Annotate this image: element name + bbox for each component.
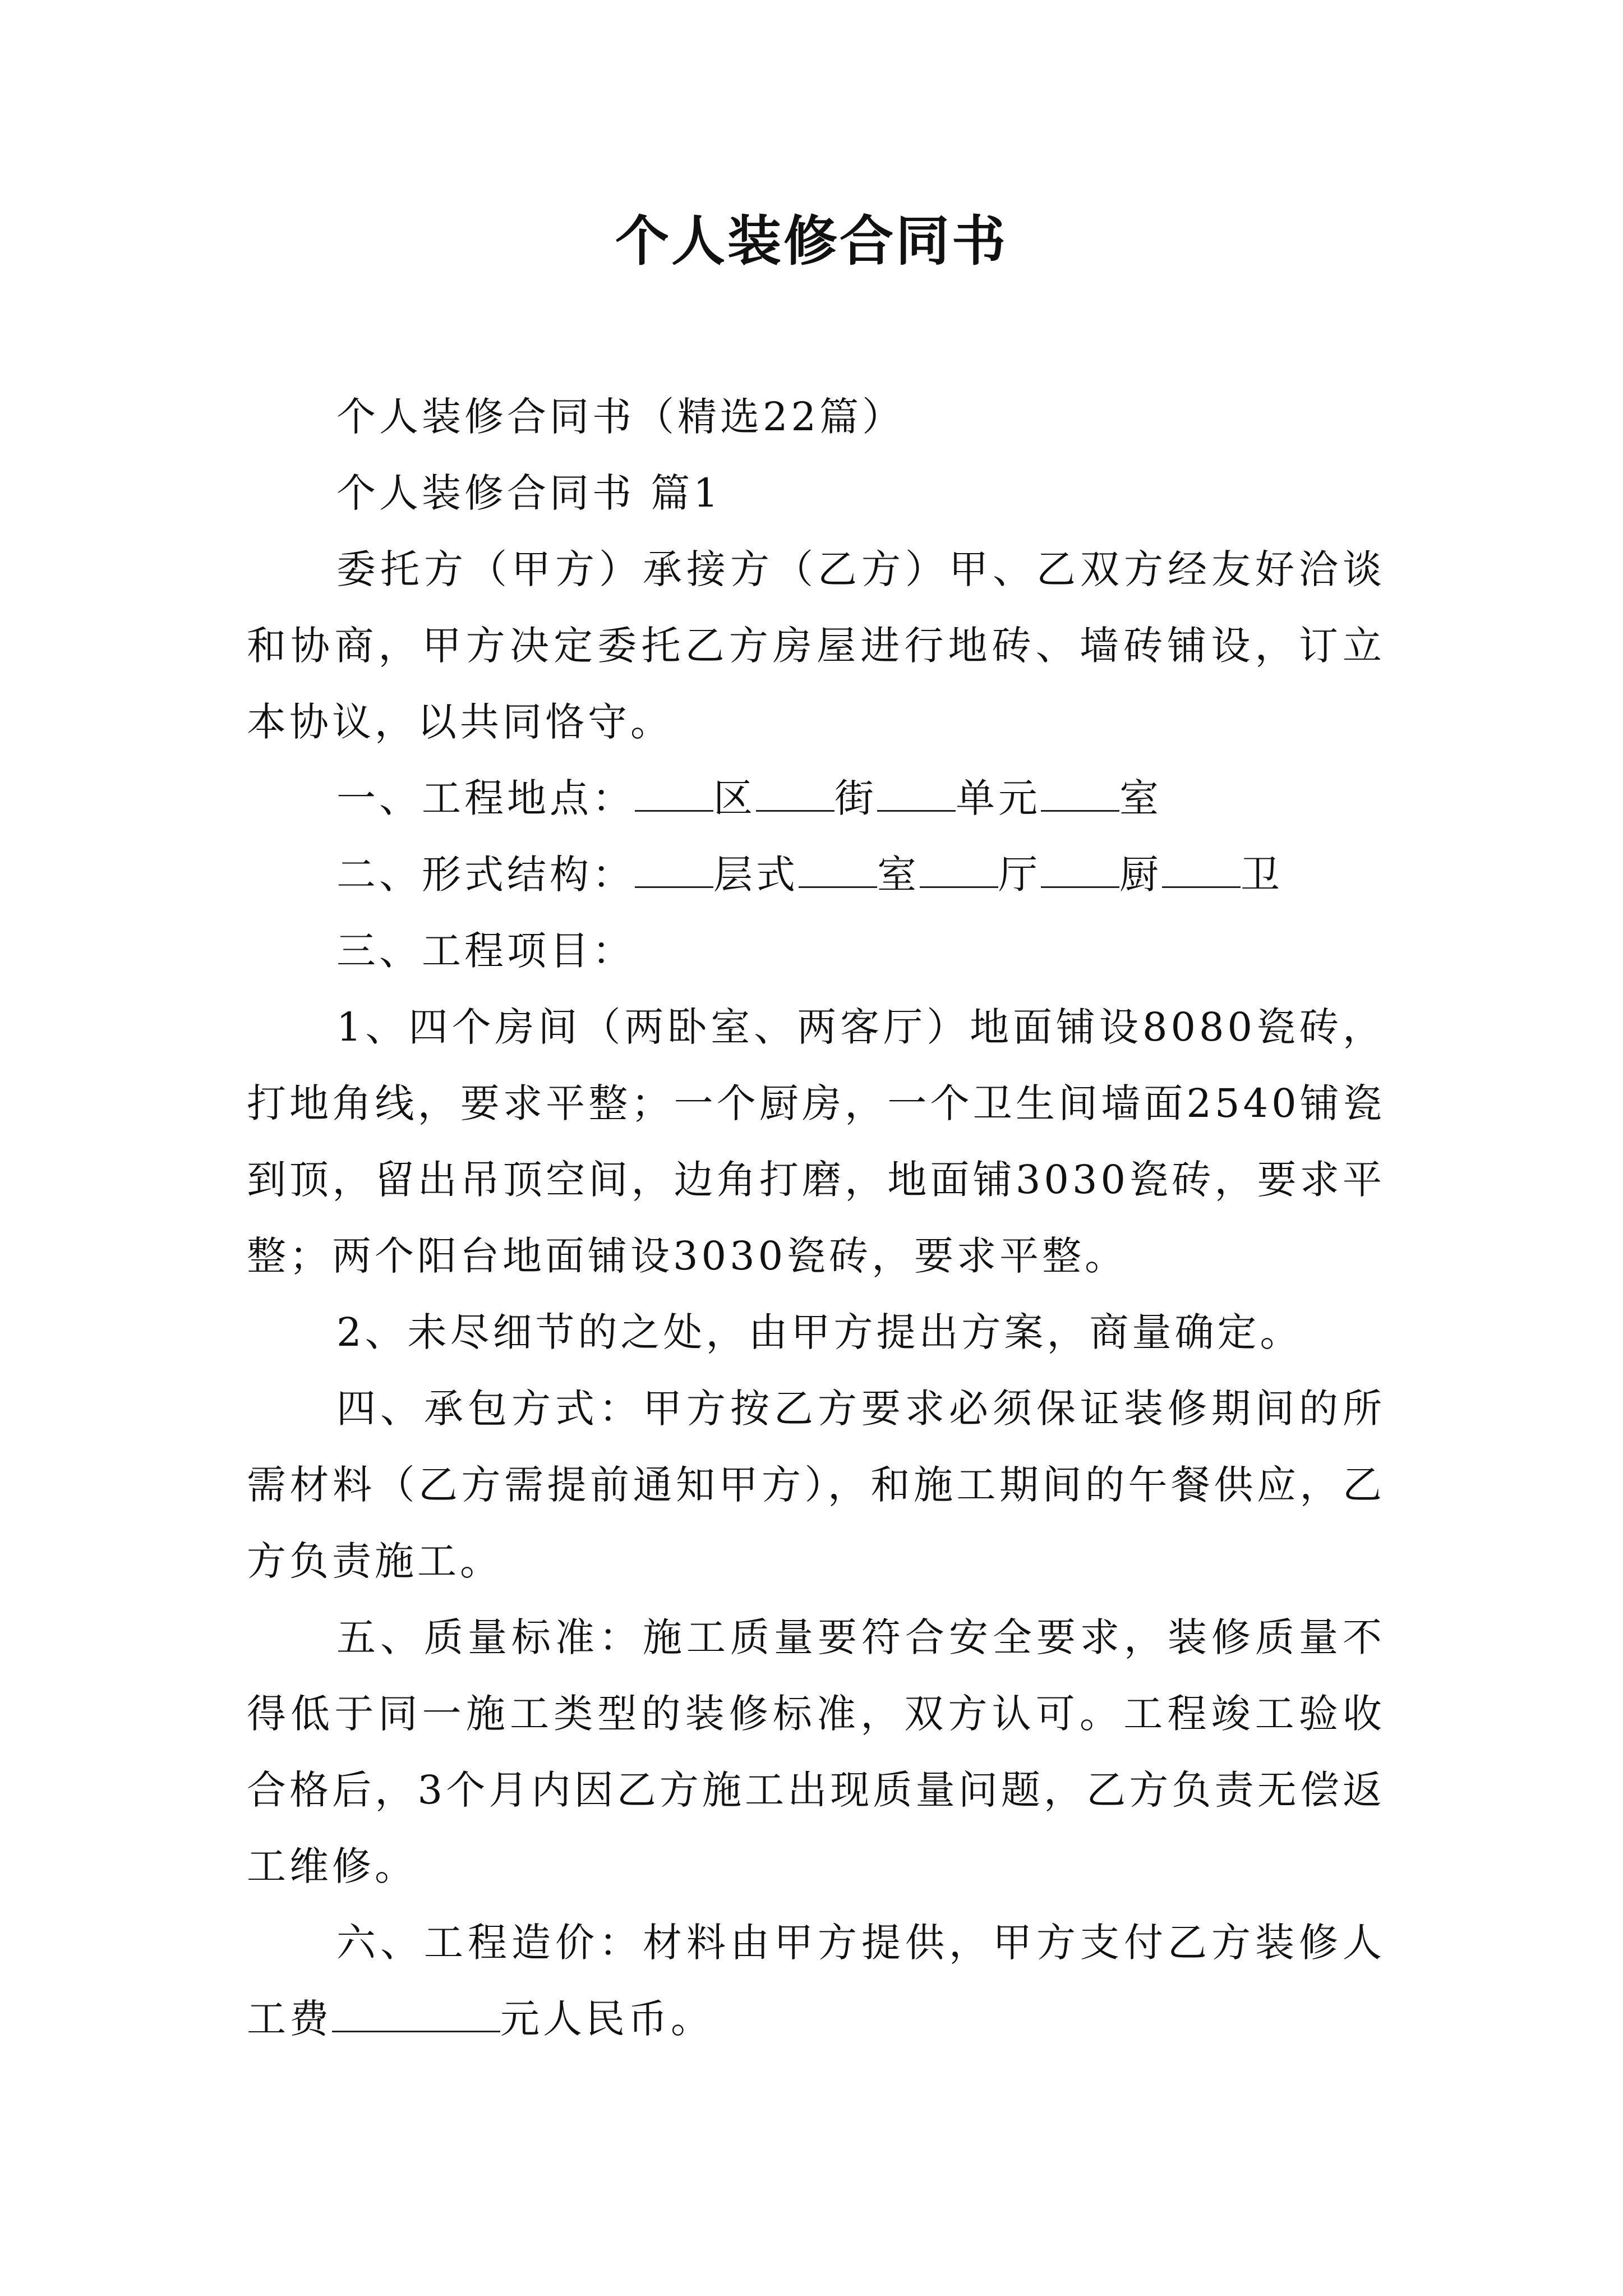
cost-suffix: 元人民币。 xyxy=(500,1996,713,2042)
structure-label: 二、形式结构： xyxy=(336,852,635,898)
blank-field xyxy=(756,776,834,812)
document-body xyxy=(247,379,1385,2057)
structure-unit: 层式 xyxy=(713,852,799,898)
location-clause xyxy=(247,760,1385,836)
location-label: 一、工程地点： xyxy=(336,775,635,821)
cost-paragraph xyxy=(247,1904,1385,2057)
blank-field xyxy=(332,1997,500,2032)
blank-field xyxy=(877,776,956,812)
structure-unit: 厨 xyxy=(1119,852,1162,898)
blank-field xyxy=(1041,776,1119,812)
blank-field xyxy=(635,776,713,812)
blank-field xyxy=(920,853,998,888)
items-heading: 三、工程项目： xyxy=(336,928,635,974)
intro-paragraph: 委托方（甲方）承接方（乙方）甲、乙双方经友好洽谈和协商，甲方决定委托乙方房屋进行地砖、墙砖铺设，订立本协议，以共同恪守。 xyxy=(247,546,1385,745)
blank-field xyxy=(799,853,877,888)
structure-unit: 厅 xyxy=(998,852,1041,898)
item-2-paragraph: 2、未尽细节的之处，由甲方提出方案，商量确定。 xyxy=(336,1309,1303,1355)
location-unit: 单元 xyxy=(956,775,1041,821)
location-unit: 区 xyxy=(713,775,756,821)
structure-unit: 室 xyxy=(877,852,920,898)
blank-field xyxy=(635,853,713,888)
contract-mode-paragraph: 四、承包方式：甲方按乙方要求必须保证装修期间的所需材料（乙方需提前通知甲方），和施工期间的午餐供应，乙方负责施工。 xyxy=(247,1386,1385,1584)
structure-unit: 卫 xyxy=(1241,852,1283,898)
document-title: 个人装修合同书 xyxy=(615,209,1008,273)
section-heading: 个人装修合同书 篇1 xyxy=(336,470,722,516)
cost-prefix: 六、工程造价：材料由甲方提供，甲方支付乙方装修人工费 xyxy=(247,1920,1385,2042)
subtitle-paragraph: 个人装修合同书（精选22篇） xyxy=(336,394,905,440)
blank-field xyxy=(1162,853,1241,888)
item-1-paragraph: 1、四个房间（两卧室、两客厅）地面铺设8080瓷砖，打地角线，要求平整；一个厨房，一个卫生间墙面2540铺瓷到顶，留出吊顶空间，边角打磨，地面铺3030瓷砖，要求平整；两个阳台地面铺设3030瓷砖，要求平整。 xyxy=(247,1004,1385,1279)
location-unit: 室 xyxy=(1119,775,1162,821)
structure-clause xyxy=(247,836,1385,913)
location-unit: 街 xyxy=(834,775,877,821)
blank-field xyxy=(1041,853,1119,888)
quality-paragraph: 五、质量标准：施工质量要符合安全要求，装修质量不得低于同一施工类型的装修标准，双方认可。工程竣工验收合格后，3个月内因乙方施工出现质量问题，乙方负责无偿返工维修。 xyxy=(247,1614,1385,1889)
